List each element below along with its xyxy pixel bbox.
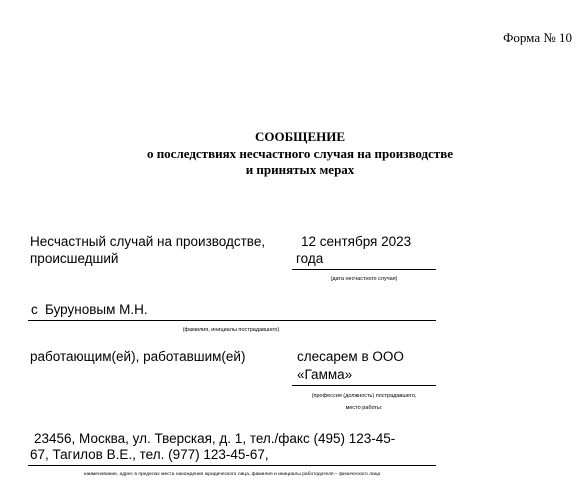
victim-rule — [28, 320, 436, 321]
accident-date-caption: (дата несчастного случая) — [330, 276, 398, 282]
accident-date-line1: 12 сентября 2023 — [301, 234, 412, 249]
document-title: СООБЩЕНИЕ — [254, 129, 346, 144]
accident-date-rule — [292, 269, 436, 270]
employment-position-line1: слесарем в ООО — [297, 349, 404, 364]
document-subtitle-line2: и принятых мерах — [245, 162, 355, 177]
document-subtitle-line1: о последствиях несчастного случая на производстве — [146, 146, 454, 161]
victim-prefix: с — [31, 302, 38, 317]
employer-address-line1: 23456, Москва, ул. Тверская, д. 1, тел./факс (495) 123-45- — [34, 431, 396, 446]
employment-caption-line1: (профессия (должность) пострадавшего, — [311, 393, 417, 399]
employment-position-line2: «Гамма» — [297, 367, 353, 382]
employer-address-line2: 67, Тагилов В.Е., тел. (977) 123-45-67, — [30, 447, 269, 462]
form-number: Форма № 10 — [503, 30, 572, 45]
accident-label-line1: Несчастный случай на производстве, — [30, 234, 266, 249]
accident-label-line2: происшедший — [30, 251, 119, 266]
employment-caption-line2: место работы: — [345, 405, 383, 411]
employer-rule — [28, 465, 436, 466]
employment-label: работающим(ей), работавшим(ей) — [30, 349, 246, 364]
employer-caption: наименование, адрес в пределах места нахождения юридического лица, фамилия и инициалы работодателя – физического лица — [83, 472, 381, 477]
accident-date-line2: года — [296, 251, 324, 266]
victim-caption: (фамилия, инициалы пострадавшего) — [182, 327, 280, 333]
employment-rule — [292, 385, 436, 386]
victim-name: Буруновым М.Н. — [45, 302, 148, 317]
